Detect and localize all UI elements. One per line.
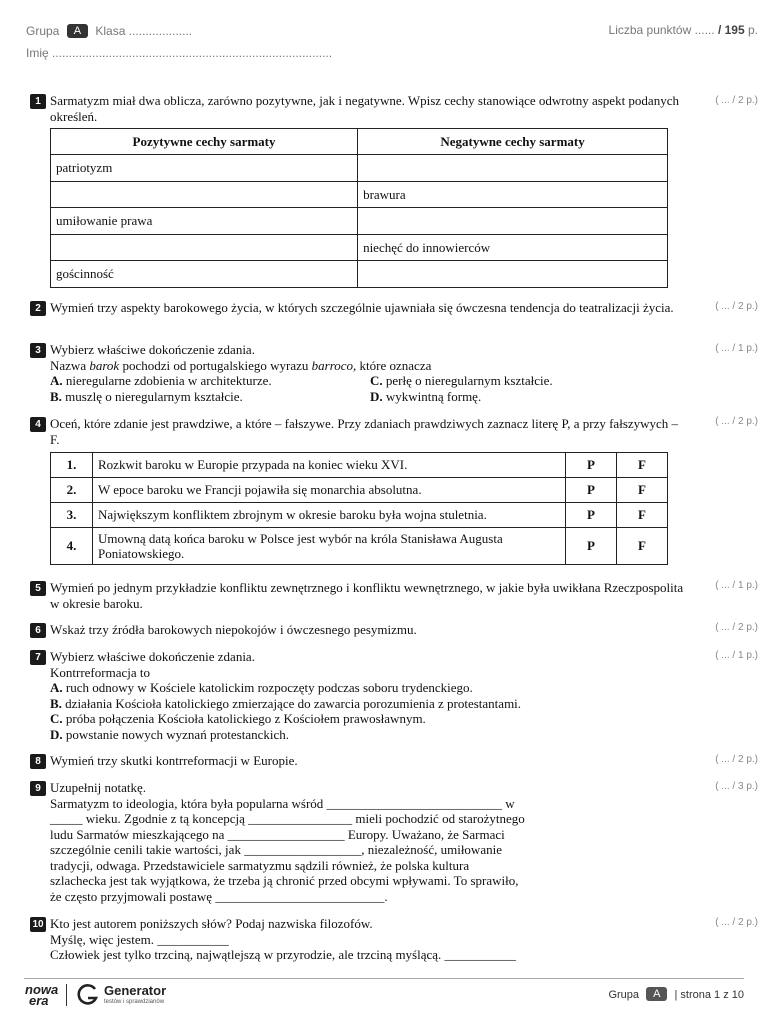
question-number: 8 [30,754,46,769]
false-option[interactable]: F [617,478,668,503]
true-option[interactable]: P [566,478,617,503]
table-row: 4. Umowną datą końca baroku w Polsce jest wybór na króla Stanisława Augusta Poniatowskiego. P F [51,528,668,565]
column-header: Negatywne cechy sarmaty [358,129,668,155]
question-10 [30,916,690,963]
table-cell[interactable] [51,181,358,208]
question-number: 3 [30,343,46,358]
table-cell[interactable]: gościnność [51,261,358,288]
question-text: Oceń, które zdanie jest prawdziwe, a które – fałszywe. Przy zdaniach prawdziwych zaznacz literę P, a przy fałszywych – F. [50,416,679,447]
table-cell[interactable] [51,234,358,261]
false-option[interactable]: F [617,453,668,478]
question-text: Wymień po jednym przykładzie konfliktu zewnętrznego i konfliktu wewnętrznego, w jakie była uwikłana Rzeczpospolita w okresie baroku. [50,580,684,611]
question-4 [30,416,690,565]
note-line: że często przyjmowali postawę __________________________. [50,888,388,904]
question-stem: Kontrreformacja to [50,664,150,680]
question-text: Wybierz właściwe dokończenie zdania. [50,342,255,357]
question-7 [30,649,690,742]
answer-option-a[interactable]: A. ruch odnowy w Kościele katolickim rozpoczęty podczas soboru trydenckiego. [50,680,473,695]
group-badge: A [67,24,88,38]
question-text: Wybierz właściwe dokończenie zdania. [50,649,255,664]
footer-page-info: Grupa A | strona 1 z 10 [608,988,744,1001]
header-group-class: Grupa A Klasa ................... [26,24,193,38]
points-q2: ( ... / 2 p.) [715,301,758,312]
points-q7: ( ... / 1 p.) [715,650,758,661]
question-stem: Nazwa barok pochodzi od portugalskiego wyrazu barroco, które oznacza [50,357,432,373]
answer-option-b[interactable]: B. muszlę o nieregularnym kształcie. [50,388,243,404]
true-option[interactable]: P [566,453,617,478]
answer-option-b[interactable]: B. działania Kościoła katolickiego zmierzające do zawarcia porozumienia z protestantami. [50,695,522,711]
generator-logo-icon [77,984,99,1006]
question-1 [30,93,690,288]
false-option[interactable]: F [617,528,668,565]
answer-option-d[interactable]: D. wykwintną formę. [370,388,482,404]
table-cell[interactable] [358,208,668,235]
answer-options [50,389,690,405]
generator-logo-subtitle: testów i sprawdzianów [104,999,165,1005]
true-option[interactable]: P [566,528,617,565]
quote-line: Człowiek jest tylko trzciną, najwątlejszą w przyrodzie, ale trzciną myślącą. ___________ [50,947,517,962]
true-false-table [50,452,668,565]
true-option[interactable]: P [566,503,617,528]
question-number: 4 [30,417,46,432]
nowa-era-logo: nowa era [25,982,59,1008]
table-cell[interactable]: brawura [358,181,668,208]
quote-line: Myślę, więc jestem. ___________ [50,931,229,947]
question-number: 2 [30,301,46,316]
answer-options [50,373,690,389]
question-text: Sarmatyzm miał dwa oblicza, zarówno pozytywne, jak i negatywne. Wpisz cechy stanowiące odwrotny aspekt podanych określeń. [50,93,679,124]
false-option[interactable]: F [617,503,668,528]
column-header: Pozytywne cechy sarmaty [51,129,358,155]
question-5 [30,580,690,611]
table-cell[interactable] [358,261,668,288]
question-3 [30,342,690,404]
table-row: 2. W epoce baroku we Francji pojawiła się monarchia absolutna. P F [51,478,668,503]
question-number: 6 [30,623,46,638]
question-number: 7 [30,650,46,665]
note-line: tradycji, odwaga. Przedstawiciele sarmatyzmu sądzili również, że polska kultura [50,857,470,873]
points-q1: ( ... / 2 p.) [715,95,758,106]
points-q10: ( ... / 2 p.) [715,917,758,928]
question-text: Wymień trzy skutki kontrreformacji w Europie. [50,753,298,768]
table-row: 3. Największym konfliktem zbrojnym w okresie baroku była wojna stuletnia. P F [51,503,668,528]
points-q4: ( ... / 2 p.) [715,416,758,427]
generator-logo-text: Generator [104,983,167,998]
question-number: 10 [30,917,46,932]
question-text: Wymień trzy aspekty barokowego życia, w których szczególnie ujawniała się ówczesna tendencja do teatralizacji życia. [50,300,674,315]
note-line: szlachecka jest tak wyjątkowa, że trzeba ją chronić przed obcymi wpływami. To sprawiło, [50,873,519,888]
question-9 [30,780,690,904]
question-text: Uzupełnij notatkę. [50,780,147,795]
answer-option-d[interactable]: D. powstanie nowych wyznań protestanckich. [50,726,289,742]
question-text: Kto jest autorem poniższych słów? Podaj nazwiska filozofów. [50,916,373,931]
question-number: 1 [30,94,46,109]
table-cell[interactable]: patriotyzm [51,155,358,182]
points-q8: ( ... / 2 p.) [715,754,758,765]
note-line: Sarmatyzm to ideologia, która była popularna wśród ___________________________ w [50,795,515,811]
question-number: 9 [30,781,46,796]
table-cell[interactable] [358,155,668,182]
question-6 [30,622,690,638]
sarmatian-traits-table [50,128,668,288]
table-cell[interactable]: niechęć do innowierców [358,234,668,261]
footer-divider [24,978,744,979]
question-text: Wskaż trzy źródła barokowych niepokojów i ówczesnego pesymizmu. [50,622,417,637]
points-q3: ( ... / 1 p.) [715,343,758,354]
question-8 [30,753,690,769]
group-badge: A [646,987,667,1001]
points-q9: ( ... / 3 p.) [715,781,758,792]
note-line: ludu Sarmatów mieszkającego na __________________ Europy. Uważano, że Sarmaci [50,826,505,842]
logo-separator [66,984,67,1006]
header-points: Liczba punktów ...... / 195 p. [608,23,758,37]
points-q6: ( ... / 2 p.) [715,622,758,633]
question-2 [30,300,690,316]
note-line: _____ wieku. Zgodnie z tą koncepcją ________________ mieli pochodzić od starożytnego [50,811,525,826]
question-number: 5 [30,581,46,596]
points-q5: ( ... / 1 p.) [715,580,758,591]
table-cell[interactable]: umiłowanie prawa [51,208,358,235]
answer-option-c[interactable]: C. perłę o nieregularnym kształcie. [370,373,553,388]
note-line: szczególnie cenili takie wartości, jak __________________, niezależność, umiłowanie [50,842,502,857]
header-name: Imię .................................................................................... [26,46,333,60]
table-row: 1. Rozkwit baroku w Europie przypada na koniec wieku XVI. P F [51,453,668,478]
answer-option-c[interactable]: C. próba połączenia Kościoła katolickiego z Kościołem prawosławnym. [50,711,426,726]
answer-option-a[interactable]: A. nieregularne zdobienia w architekturze. [50,373,272,388]
